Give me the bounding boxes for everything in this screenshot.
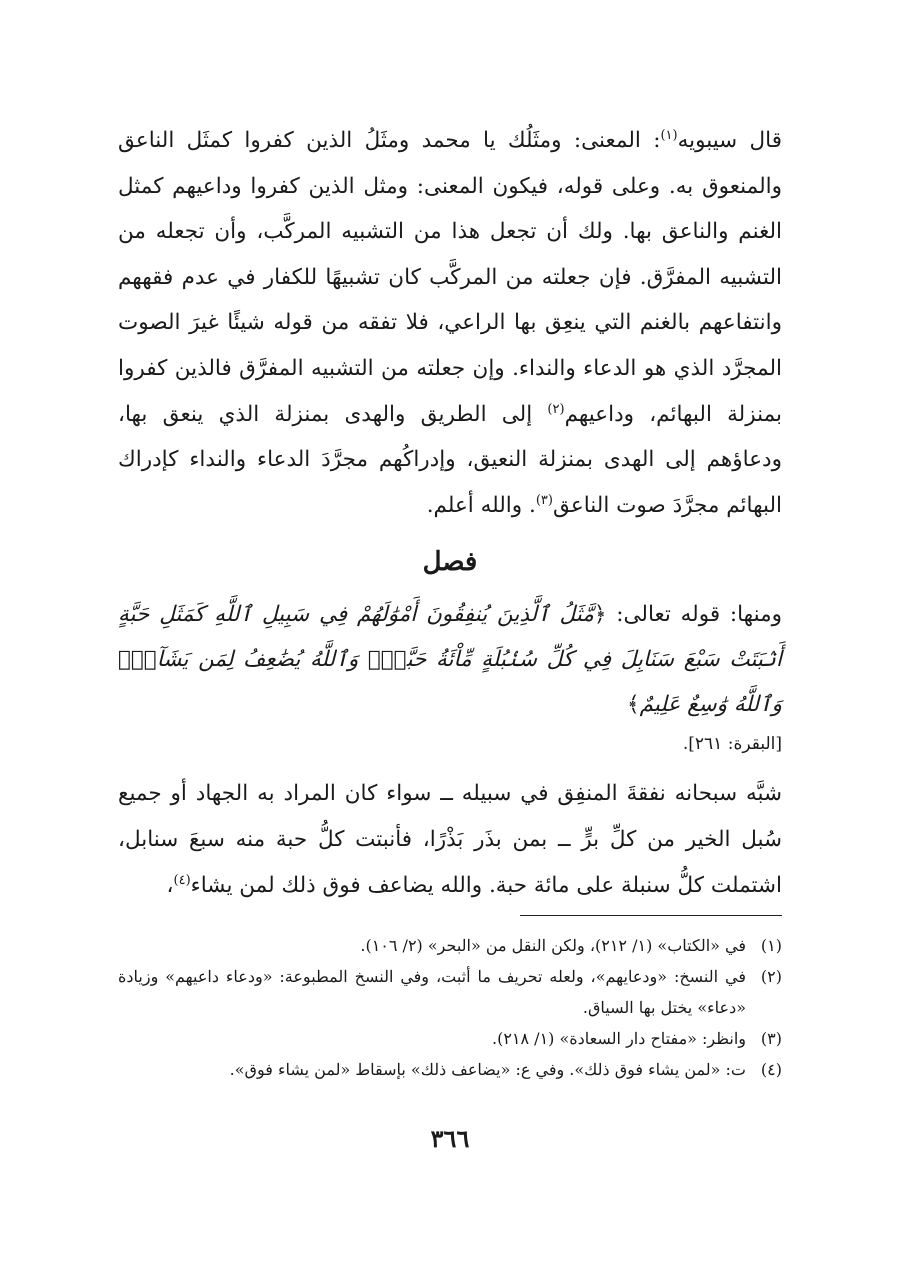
footnote-number: (٤) [760,1060,782,1079]
footnote-ref-4[interactable]: (٤) [173,872,191,888]
paragraph-2 [118,592,782,727]
page-body [118,118,782,1231]
footnote-text: ت: «لمن يشاء فوق ذلك». وفي ع: «يضاعف ذلك» بإسقاط «لمن يشاء فوق». [229,1060,746,1079]
footnote-ref-1[interactable]: (١) [660,127,678,143]
quran-verse: مَّثَلُ ٱلَّذِينَ يُنفِقُونَ أَمْوَٰلَهُمْ فِي سَبِيلِ ٱللَّهِ كَمَثَلِ حَبَّةٍ أَنۢبَتَتْ سَبْعَ سَنَابِلَ فِي كُلِّ سُنۢبُلَةٍ مِّاْئَةُ حَبَّةٍۗ وَٱللَّهُ يُضَٰعِفُ لِمَن يَشَآءُۗ وَٱللَّهُ وَٰسِعٌ عَلِيمٌ [118,602,782,718]
paragraph-1-text-c: إلى الطريق والهدى بمنزلة الذي ينعق بها، ودعاؤهم إلى الهدى بمنزلة النعيق، وإدراكُهم مجرَّدَ الدعاء والنداء كإدراك البهائم مجرَّدَ صوت الناعق [118,401,782,518]
paragraph-3-text-b: ، [166,872,174,898]
paragraph-1 [118,118,782,528]
ornate-bracket-close: ﴾ [626,692,640,718]
footnote-number: (١) [760,936,782,955]
paragraph-1-text-a: قال سيبويه [677,128,782,153]
verse-reference: [البقرة: ٢٦١]. [682,734,782,755]
footnotes-section [118,930,782,1085]
footnote-separator [520,915,782,916]
footnote-ref-2[interactable]: (٢) [547,401,565,417]
ornate-bracket-open: ﴿ [593,602,607,628]
paragraph-3 [118,771,782,908]
footnote-text: في «الكتاب» (١/ ٢١٢)، ولكن النقل من «البحر» (٢/ ١٠٦). [360,936,746,955]
footnote-text: في النسخ: «ودعايهم»، ولعله تحريف ما أثبت، وفي النسخ المطبوعة: «ودعاء داعيهم» وزيادة «دعاء» يختل بها السياق. [118,967,746,1017]
footnote-3 [118,1023,782,1054]
footnote-4 [118,1054,782,1085]
footnote-number: (٣) [760,1029,782,1048]
paragraph-1-text-b: : المعنى: ومثَلُك يا محمد ومثَلُ الذين كفروا كمثَل الناعق والمنعوق به. وعلى قوله، فيكون المعنى: ومثل الذين كفروا وداعيهم كمثل الغنم والناعق بها. ولك أن تجعل هذا من التشبيه المركَّب، وأن تجعله من التشبيه المفرَّق. فإن جعلته من المركَّب كان تشبيهًا للكفار في عدم فقههم وانتفاعهم بالغنم التي ينعِق بها الراعي، فلا تفقه من قوله شيئًا غيرَ الصوت المجرَّد الذي هو الدعاء والنداء. وإن جعلته من التشبيه المفرَّق فالذين كفروا بمنزلة البهائم، وداعيهم [118,128,782,427]
footnote-1 [118,930,782,961]
footnote-number: (٢) [760,967,782,986]
footnote-text: وانظر: «مفتاح دار السعادة» (١/ ٢١٨). [491,1029,746,1048]
paragraph-1-text-d: . والله أعلم. [426,492,536,518]
page-number: ٣٦٦ [430,1124,470,1153]
footnote-2 [118,961,782,1023]
paragraph-2-intro: ومنها: قوله تعالى: [606,602,782,628]
paragraph-3-text-a: شبَّه سبحانه نفقةَ المنفِق في سبيله ــ سواء كان المراد به الجهاد أو جميع سُبل الخير من كلِّ برٍّ ــ بمن بذَر بَذْرًا، فأنبتت كلُّ حبة منه سبعَ سنابل، اشتملت كلُّ سنبلة على مائة حبة. والله يضاعف فوق ذلك لمن يشاء [118,781,782,898]
footnote-ref-3[interactable]: (٣) [535,492,553,508]
section-heading: فصل [422,547,478,578]
